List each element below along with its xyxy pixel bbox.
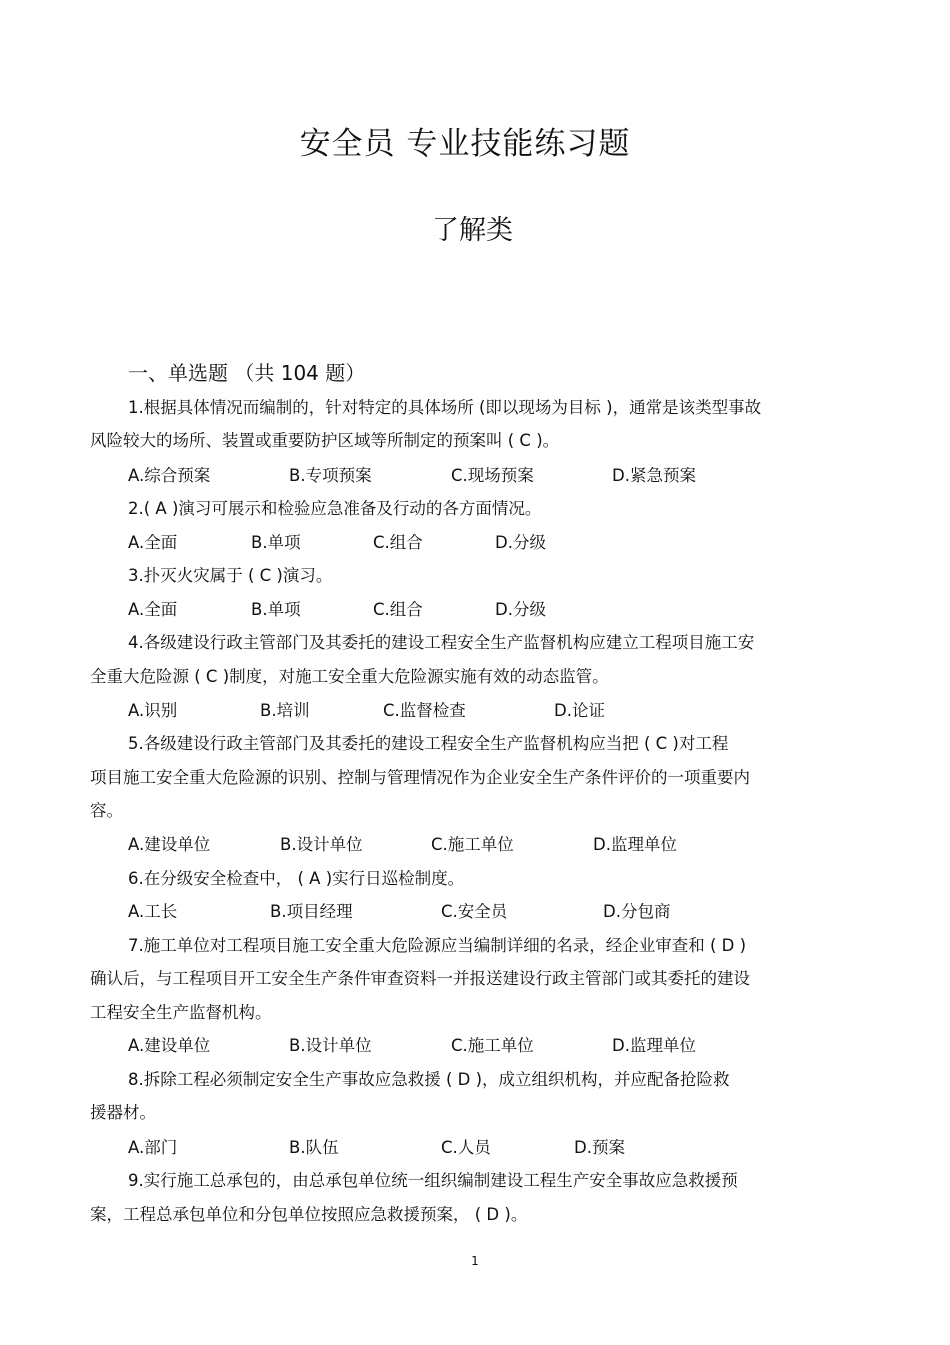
question-line: 全重大危险源 ( C )制度，对施工安全重大危险源实施有效的动态监管。 xyxy=(90,667,609,686)
section-heading: 一、单选题 （共 104 题） xyxy=(128,361,366,385)
option-b: B.设计单位 xyxy=(289,1036,372,1055)
page-title: 安全员 专业技能练习题 xyxy=(299,126,631,162)
option-a: A.建设单位 xyxy=(128,835,211,854)
question-line: 8.拆除工程必须制定安全生产事故应急救援 ( D )，成立组织机构，并应配备抢险救 xyxy=(128,1070,730,1089)
option-a: A.全面 xyxy=(128,533,178,552)
page-subtitle: 了解类 xyxy=(432,215,513,246)
option-c: C.现场预案 xyxy=(451,466,534,485)
question-line: 5.各级建设行政主管部门及其委托的建设工程安全生产监督机构应当把 ( C )对工程 xyxy=(128,734,729,753)
option-b: B.单项 xyxy=(251,600,301,619)
option-a: A.建设单位 xyxy=(128,1036,211,1055)
question-line: 1.根据具体情况而编制的，针对特定的具体场所 (即以现场为目标 )，通常是该类型事故 xyxy=(128,398,762,417)
option-d: D.分级 xyxy=(495,533,546,552)
option-c: C.安全员 xyxy=(441,902,508,921)
option-b: B.设计单位 xyxy=(280,835,363,854)
option-d: D.论证 xyxy=(554,701,605,720)
question-line: 案，工程总承包单位和分包单位按照应急救援预案， ( D )。 xyxy=(90,1205,528,1224)
option-b: B.项目经理 xyxy=(270,902,353,921)
option-d: D.紧急预案 xyxy=(612,466,696,485)
question-line: 确认后，与工程项目开工安全生产条件审查资料一并报送建设行政主管部门或其委托的建设 xyxy=(90,969,750,988)
question-line: 容。 xyxy=(90,801,123,820)
option-c: C.组合 xyxy=(373,533,423,552)
question-line: 项目施工安全重大危险源的识别、控制与管理情况作为企业安全生产条件评价的一项重要内 xyxy=(90,768,750,787)
option-b: B.专项预案 xyxy=(289,466,372,485)
question-line: 风险较大的场所、装置或重要防护区域等所制定的预案叫 ( C )。 xyxy=(90,431,560,450)
question-line: 2.( A )演习可展示和检验应急准备及行动的各方面情况。 xyxy=(128,499,542,518)
question-line: 6.在分级安全检查中， ( A )实行日巡检制度。 xyxy=(128,869,465,888)
option-d: D.预案 xyxy=(574,1138,625,1157)
question-line: 7.施工单位对工程项目施工安全重大危险源应当编制详细的名录，经企业审查和 ( D ) xyxy=(128,936,747,955)
option-d: D.分包商 xyxy=(603,902,671,921)
option-d: D.分级 xyxy=(495,600,546,619)
question-line: 工程安全生产监督机构。 xyxy=(90,1003,272,1022)
option-a: A.工长 xyxy=(128,902,178,921)
option-c: C.人员 xyxy=(441,1138,491,1157)
question-line: 4.各级建设行政主管部门及其委托的建设工程安全生产监督机构应建立工程项目施工安 xyxy=(128,633,755,652)
question-line: 援器材。 xyxy=(90,1103,156,1122)
option-a: A.识别 xyxy=(128,701,178,720)
option-d: D.监理单位 xyxy=(612,1036,696,1055)
option-b: B.单项 xyxy=(251,533,301,552)
option-c: C.施工单位 xyxy=(431,835,514,854)
option-b: B.培训 xyxy=(260,701,310,720)
option-d: D.监理单位 xyxy=(593,835,677,854)
question-line: 9.实行施工总承包的，由总承包单位统一组织编制建设工程生产安全事故应急救援预 xyxy=(128,1171,738,1190)
option-c: C.监督检查 xyxy=(383,701,466,720)
page-number: 1 xyxy=(471,1254,479,1268)
option-c: C.施工单位 xyxy=(451,1036,534,1055)
option-a: A.部门 xyxy=(128,1138,178,1157)
option-a: A.全面 xyxy=(128,600,178,619)
question-line: 3.扑灭火灾属于 ( C )演习。 xyxy=(128,566,333,585)
option-a: A.综合预案 xyxy=(128,466,211,485)
option-b: B.队伍 xyxy=(289,1138,339,1157)
option-c: C.组合 xyxy=(373,600,423,619)
